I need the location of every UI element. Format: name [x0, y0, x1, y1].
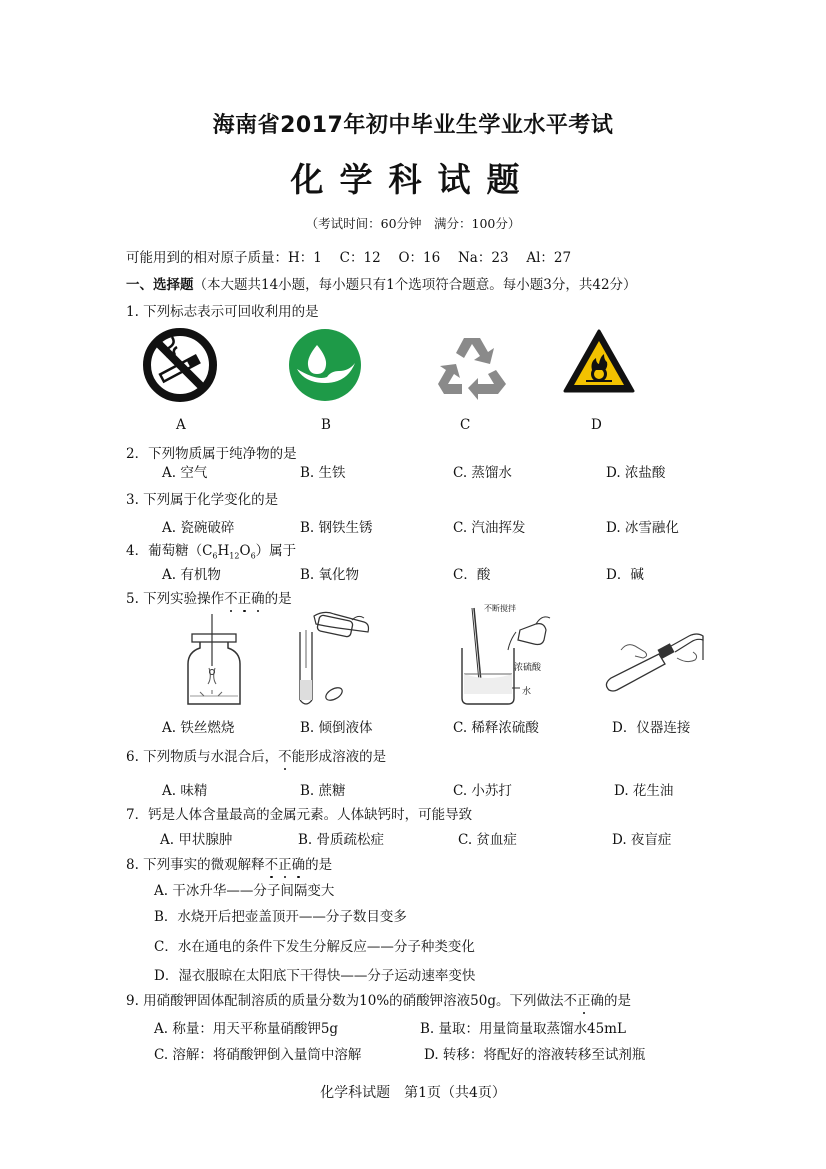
q4-option-a: A. 有机物: [162, 567, 221, 583]
q3-option-b: B. 钢铁生锈: [300, 520, 373, 536]
q2-option-a: A. 空气: [162, 465, 208, 481]
q8-emph-1: 不: [264, 857, 279, 873]
q5-emph-2: 正: [237, 591, 252, 607]
water-saving-icon: [287, 327, 363, 403]
q1-stem: 1. 下列标志表示可回收利用的是: [126, 304, 319, 320]
q8-option-d: D．湿衣服晾在太阳底下干得快——分子运动速率变快: [154, 968, 476, 984]
q9-option-a: A. 称量：用天平称量硝酸钾5g: [154, 1021, 339, 1037]
q9-emph: 正: [577, 993, 591, 1009]
q3-option-a: A. 瓷碗破碎: [162, 520, 235, 536]
q6-emph: 不: [278, 749, 292, 765]
dilute-acid-figure: [456, 602, 556, 710]
q5-emph-1: 不: [224, 591, 238, 607]
q6-stem: [126, 745, 386, 765]
q9-option-d: D. 转移：将配好的溶液转移至试剂瓶: [424, 1047, 646, 1063]
q8-stem: [126, 853, 332, 873]
q4-o: O: [239, 543, 251, 559]
section-instructions: （本大题共14小题，每小题只有1个选项符合题意。每小题3分，共42分）: [193, 277, 637, 293]
q1-label-b: B: [321, 417, 331, 433]
iron-wire-burning-figure: [176, 612, 252, 708]
q2-option-d: D. 浓盐酸: [606, 465, 666, 481]
q4-stem-post: ）属于: [255, 543, 297, 559]
q4-stem: [126, 539, 296, 561]
section-title: 一、选择题: [126, 277, 194, 293]
fig-label-stir: 不断搅拌: [484, 604, 516, 613]
q5-stem-pre: 5. 下列实验操作: [126, 591, 225, 607]
q6-stem-pre: 6. 下列物质与水混合后，: [126, 749, 279, 765]
q7-option-b: B. 骨质疏松症: [298, 832, 385, 848]
q8-option-b: B．水烧开后把壶盖顶开——分子数目变多: [154, 909, 407, 925]
q6-option-c: C. 小苏打: [453, 783, 512, 799]
q2-option-b: B. 生铁: [300, 465, 346, 481]
q6-option-b: B. 蔗糖: [300, 783, 346, 799]
fig-label-water: 水: [522, 687, 532, 697]
q9-stem: [126, 989, 631, 1009]
q1-label-a: A: [176, 417, 186, 433]
q5-stem: [126, 587, 292, 607]
q4-option-d: D．碱: [606, 567, 644, 583]
atomic-masses: 可能用到的相对原子质量：H：1 C：12 O：16 Na：23 Al：27: [126, 250, 572, 266]
q4-sub-o: 6: [250, 551, 256, 561]
q5-option-c: C. 稀释浓硫酸: [453, 720, 539, 736]
q8-stem-post: 的是: [305, 857, 333, 873]
section-heading: [126, 273, 637, 293]
q1-label-c: C: [460, 417, 471, 433]
exam-title: 海南省2017年初中毕业生学业水平考试: [212, 113, 614, 138]
q4-stem-pre: 4．葡萄糖（C: [126, 543, 213, 559]
q9-stem-pre: 9. 用硝酸钾固体配制溶质的质量分数为10%的硝酸钾溶液50g。下列做法不: [126, 993, 577, 1009]
q4-option-b: B. 氧化物: [300, 567, 360, 583]
subject-title: 化学科试题: [290, 160, 536, 199]
q7-option-c: C. 贫血症: [458, 832, 517, 848]
q4-sub-h: 12: [229, 551, 240, 561]
q7-option-d: D. 夜盲症: [612, 832, 672, 848]
q9-option-c: C. 溶解：将硝酸钾倒入量筒中溶解: [154, 1047, 362, 1063]
q2-option-c: C. 蒸馏水: [453, 465, 512, 481]
q3-option-d: D. 冰雪融化: [606, 520, 679, 536]
fig-label-acid: 浓硫酸: [514, 663, 542, 673]
q7-option-a: A. 甲状腺肿: [160, 832, 233, 848]
q5-option-b: B. 倾倒液体: [300, 720, 373, 736]
q8-emph-2: 正: [278, 857, 292, 873]
q5-option-d: D．仪器连接: [612, 720, 691, 736]
q4-option-c: C．酸: [453, 567, 491, 583]
recycle-icon: [434, 332, 510, 400]
q6-option-a: A. 味精: [162, 783, 208, 799]
pouring-liquid-figure: [292, 608, 372, 712]
oxidizer-warning-icon: [562, 328, 636, 394]
q6-stem-post: 能形成溶液的是: [291, 749, 387, 765]
q4-h: H: [217, 543, 230, 559]
exam-info: （考试时间：60分钟 满分：100分）: [305, 216, 521, 231]
q8-option-c: C．水在通电的条件下发生分解反应——分子种类变化: [154, 939, 475, 955]
q5-emph-3: 确: [251, 591, 265, 607]
q3-stem: 3. 下列属于化学变化的是: [126, 492, 279, 508]
apparatus-connection-figure: [603, 628, 715, 700]
q8-emph-3: 确: [291, 857, 306, 873]
q8-option-a: A. 干冰升华——分子间隔变大: [154, 883, 335, 899]
no-smoking-icon: [142, 327, 218, 403]
q6-option-d: D. 花生油: [614, 783, 674, 799]
q8-stem-pre: 8. 下列事实的微观解释: [126, 857, 265, 873]
q2-stem: 2．下列物质属于纯净物的是: [126, 446, 297, 462]
page-footer: 化学科试题 第1页（共4页）: [320, 1085, 506, 1101]
q9-option-b: B. 量取：用量筒量取蒸馏水45mL: [420, 1021, 626, 1037]
q1-label-d: D: [591, 417, 602, 433]
q4-sub-c: 6: [212, 551, 218, 561]
q5-stem-post: 的是: [264, 591, 292, 607]
q5-option-a: A. 铁丝燃烧: [162, 720, 235, 736]
q7-stem: 7．钙是人体含量最高的金属元素。人体缺钙时，可能导致: [126, 807, 473, 823]
q3-option-c: C. 汽油挥发: [453, 520, 526, 536]
q9-stem-post: 确的是: [590, 993, 631, 1009]
